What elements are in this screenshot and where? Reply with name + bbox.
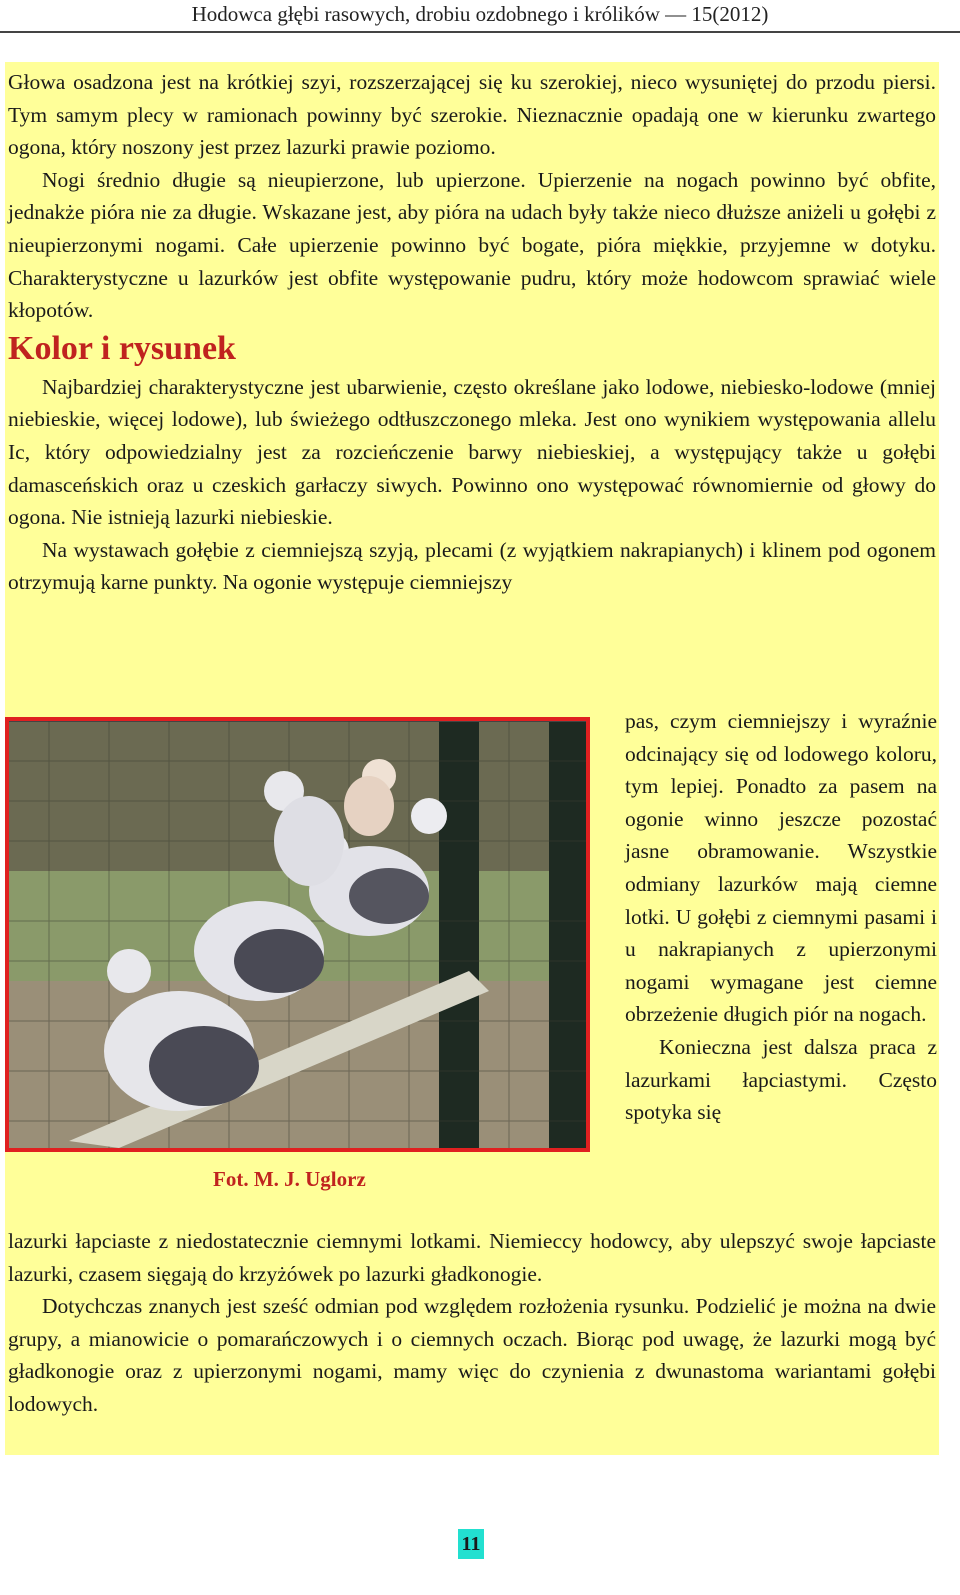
article-bottom xyxy=(8,1225,936,1421)
paragraph-head-neck: Głowa osadzona jest na krótkiej szyi, rozszerzającej się ku szerokiej, nieco wysuniętej do przodu piersi. Tym samym plecy w ramionach powinny być szerokie. Nieznacznie opadają one w kierunku zwartego ogona, który noszony jest przez lazurki prawie poziomo. xyxy=(8,70,936,160)
header-title: Hodowca głębi rasowych, drobiu ozdobnego i królików — 15(2012) xyxy=(191,2,769,26)
paragraph-feathered-legs: Konieczna jest dalsza praca z lazurkami łapciastymi. Często spotyka się xyxy=(625,1034,937,1125)
paragraph-color: Najbardziej charakterystyczne jest ubarwienie, często określane jako lodowe, niebiesko-lodowe (mniej niebieskie, więcej lodowe), lub świeżego odtłuszczonego mleka. Jest ono wynikiem występowania allelu Ic, który odpowiedzialny jest za rozcieńczenie barwy niebieskiej, a występujący także u gołębi damasceńskich oraz u czeskich garłaczy siwych. Powinno ono występować równomiernie od głowy do ogona. Nie istnieją lazurki niebieskie. xyxy=(8,374,936,530)
section-heading: Kolor i rysunek xyxy=(8,329,236,367)
paragraph-tail-band: pas, czym ciemniejszy i wyraźnie odcinający się od lodowego koloru, tym lepiej. Ponadto za pasem na ogonie winno jeszcze pozostać jasne obramowanie. Wszystkie odmiany lazurków mają ciemne lotki. U gołębi z ciemnymi pasami i u nakrapianych z upierzonymi nogami wymagane jest ciemne obrzeżenie długich piór na nogach. xyxy=(625,709,937,1027)
article-side-column xyxy=(625,705,937,1129)
page-number: 11 xyxy=(458,1529,484,1559)
running-header xyxy=(0,0,960,33)
photo-caption: Fot. M. J. Uglorz xyxy=(213,1167,366,1191)
paragraph-continuation: lazurki łapciaste z niedostatecznie ciemnymi lotkami. Niemieccy hodowcy, aby ulepszyć swoje łapciaste lazurki, czasem sięgają do krzyżówek po lazurki gładkonogie. xyxy=(8,1229,936,1286)
paragraph-exhibition: Na wystawach gołębie z ciemniejszą szyją, plecami (z wyjątkiem nakrapianych) i klinem pod ogonem otrzymują karne punkty. Na ogonie występuje ciemniejszy xyxy=(8,537,936,595)
pigeons-on-perch-image xyxy=(9,721,586,1148)
article-top xyxy=(8,66,936,599)
paragraph-legs-feathers: Nogi średnio długie są nieupierzone, lub upierzone. Upierzenie na nogach powinno być obfite, jednakże pióra nie za długie. Wskazane jest, aby pióra na udach były także nieco dłuższe aniżeli u gołębi z nieupierzonymi nogami. Całe upierzenie powinno być bogate, pióra miękkie, przyjemne w dotyku. Charakterystyczne u lazurków jest obfite występowanie pudru, który może hodowcom sprawiać wiele kłopotów. xyxy=(8,167,936,323)
paragraph-varieties: Dotychczas znanych jest sześć odmian pod względem rozłożenia rysunku. Podzielić je można na dwie grupy, a mianowicie o pomarańczowych i o ciemnych oczach. Biorąc pod uwagę, że lazurki mogą być gładkonogie oraz z upierzonymi nogami, mamy więc do czynienia z dwunastoma wariantami gołębi lodowych. xyxy=(8,1294,936,1416)
header-divider xyxy=(0,31,960,33)
pigeon-photo xyxy=(5,717,590,1152)
